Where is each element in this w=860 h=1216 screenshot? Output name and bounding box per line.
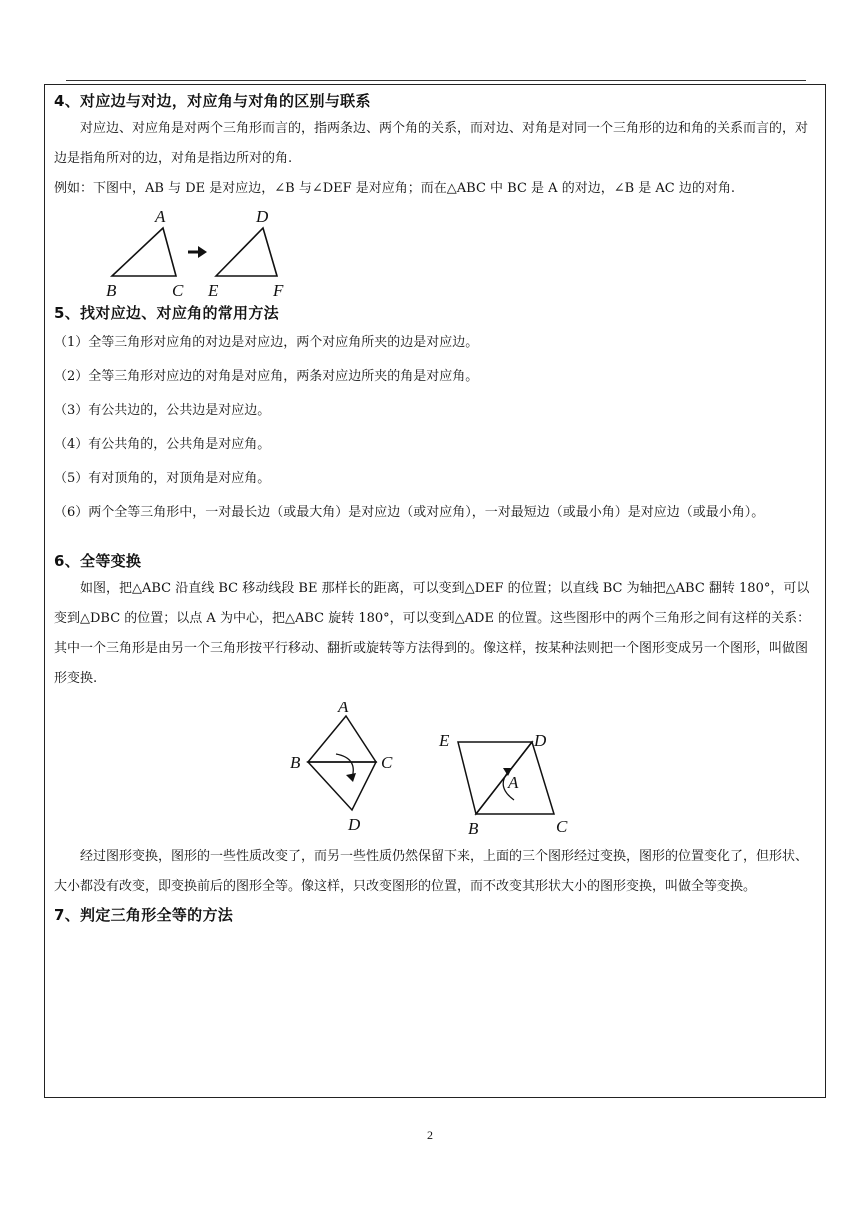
section-4-title: 4、对应边与对边，对应角与对角的区别与联系: [54, 92, 371, 110]
rotate-label-c: C: [556, 817, 568, 836]
flip-label-d: D: [348, 815, 361, 834]
page-number: 2: [427, 1128, 433, 1142]
label-f: F: [273, 281, 284, 300]
section-6-paragraph-2: 经过图形变换，图形的一些性质改变了，而另一些性质仍然保留下来，上面的三个图形经过变换，图形的位置变化了，但形状、大小都没有改变，即变换前后的图形全等。像这样，只改变图形的位置，而不改变其形状大小的图形变换，叫做全等变换。: [54, 849, 809, 894]
section-6-title: 6、全等变换: [54, 552, 142, 570]
method-item-6: （6）两个全等三角形中，一对最长边（或最大角）是对应边（或对应角），一对最短边（或最小角）是对应边（或最小角）。: [54, 505, 765, 520]
rotate-label-e: E: [439, 731, 450, 750]
method-item-1: （1）全等三角形对应角的对边是对应边，两个对应角所夹的边是对应边。: [54, 335, 479, 350]
method-item-5: （5）有对顶角的，对顶角是对应角。: [54, 471, 271, 486]
section-4-paragraph-1: 对应边、对应角是对两个三角形而言的，指两条边、两个角的关系，而对边、对角是对同一个三角形的边和角的关系而言的，对边是指角所对的边，对角是指边所对的角.: [54, 121, 809, 166]
label-c: C: [172, 281, 184, 300]
label-e: E: [208, 281, 219, 300]
spacer: [54, 530, 818, 548]
label-d: D: [256, 208, 269, 226]
section-4-paragraph-2: 例如：下图中，AB 与 DE 是对应边，∠B 与∠DEF 是对应角；而在△ABC 中 BC 是 A 的对边，∠B 是 AC 边的对角.: [54, 181, 736, 196]
method-item-4: （4）有公共角的，公共角是对应角。: [54, 437, 271, 452]
triangle-def: [216, 228, 277, 276]
method-item-2: （2）全等三角形对应边的对角是对应角，两条对应边所夹的角是对应角。: [54, 369, 479, 384]
method-item-3: （3）有公共边的，公共边是对应边。: [54, 403, 271, 418]
label-b: B: [106, 281, 117, 300]
triangle-abc: [112, 228, 176, 276]
flip-figure: [290, 702, 393, 834]
rotate-figure: [438, 731, 568, 838]
document-body: [54, 88, 818, 928]
section-5-title: 5、找对应边、对应角的常用方法: [54, 304, 279, 322]
right-arrow-icon: [188, 246, 207, 258]
section-7-title: 7、判定三角形全等的方法: [54, 906, 234, 924]
rotate-label-a: A: [508, 773, 519, 792]
transformation-figure: [286, 702, 606, 842]
section-6-paragraph-1: 如图，把△ABC 沿直线 BC 移动线段 BE 那样长的距离，可以变到△DEF 的位置；以直线 BC 为轴把△ABC 翻转 180°，可以变到△DBC 的位置；以点 A 为中心，把△ABC 旋转 180°，可以变到△ADE 的位置。这些图形中的两个三角形之间有这样的关系：其中一个三角形是由另一个三角形按平行移动、翻折或旋转等方法得到的。像这样，按某种法则把一个图形变成另一个图形，叫做图形变换.: [54, 581, 811, 686]
label-a: A: [155, 208, 166, 226]
rotate-label-d: D: [534, 731, 547, 750]
rotate-label-b: B: [468, 819, 479, 838]
corresponding-triangles-figure: [80, 208, 310, 300]
header-rule: [66, 80, 806, 81]
flip-label-b: B: [290, 753, 301, 772]
flip-label-c: C: [381, 753, 393, 772]
flip-label-a: A: [338, 702, 349, 716]
